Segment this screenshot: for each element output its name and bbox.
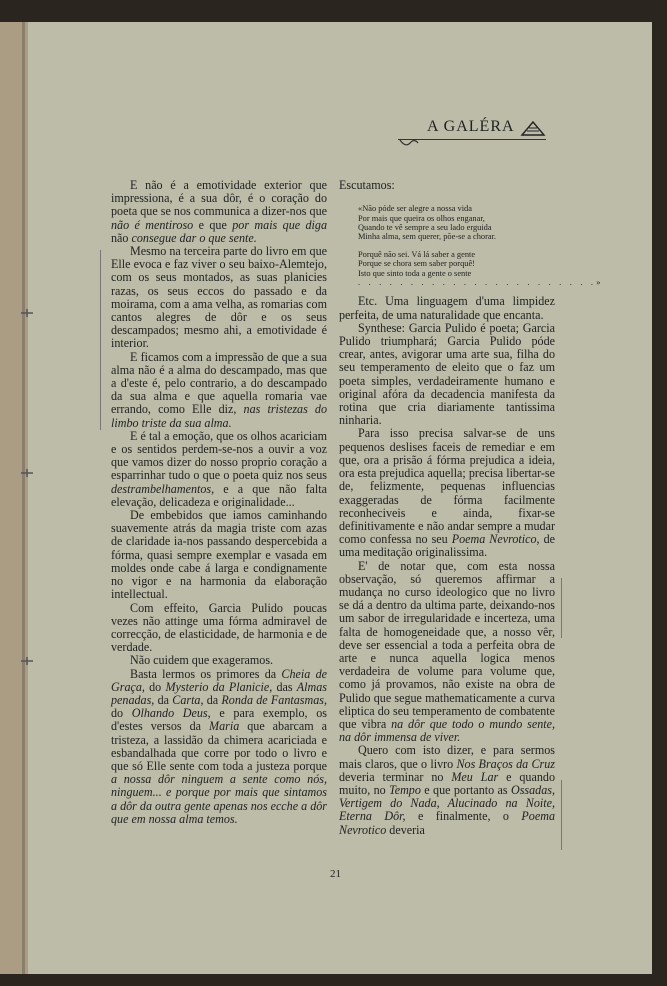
right-column <box>339 178 604 837</box>
text-run: Com effeito, Garcia Pulido poucas vezes não attinge uma fórma admiravel de correcção, de elasticidade, de harmonia e de verdade. <box>111 600 327 655</box>
text-run: do <box>111 706 132 721</box>
text-run: Mesmo na terceira parte do livro em que Elle evoca e faz viver o seu baixo-Alemtejo, com os seus montados, as suas planicies razas, os seus eccos do passado e da moirama, com a ama velha, as romarias com cantos alegres de dôr e os seus descampados; mesmo ahi, a emotividade é interior. <box>111 244 327 351</box>
pin-mark-icon <box>20 466 34 480</box>
paragraph <box>339 322 555 428</box>
text-run: E é tal a emoção, que os olhos acariciam e os sentidos perdem-se-nos a ouvir a voz que vamos dizer do nosso proprio coração a esparrinhar tudo o que o poeta quiz nos seus <box>111 428 327 483</box>
margin-pencil-bracket <box>547 578 562 638</box>
right-column-body <box>339 295 555 836</box>
italic-text: a nossa dôr ninguem a sente como nós, ninguem... e porque por mais que sintamos a dôr da outra gente apenas nos ecche a dôr que em nossa alma temos. <box>111 772 327 826</box>
italic-text: Olhando Deus, <box>131 706 211 721</box>
italic-text: não é mentiroso <box>111 217 194 232</box>
italic-text: nas tristezas do limbo triste da sua alma. <box>111 402 327 430</box>
italic-text: Tempo <box>389 782 421 797</box>
text-run: que abarcam a tristeza, a lassidão da chimera acariciada e esbandalhada que corre por todo o livro e que só Elle sente com toda a justeza porque <box>111 719 327 773</box>
paragraph <box>339 427 555 559</box>
paragraph <box>111 179 327 245</box>
text-run: não <box>111 230 132 245</box>
left-column <box>111 179 327 826</box>
paragraph <box>111 602 327 655</box>
text-run: Não cuidem que exageramos. <box>130 653 274 668</box>
text-run: e quando muito, no <box>339 769 555 797</box>
text-run: deveria terminar no <box>339 769 452 784</box>
triangle-boat-icon <box>520 119 546 137</box>
paragraph <box>111 245 327 351</box>
text-run: E' de notar que, com esta nossa observação, só queremos affirmar a mudança no curso ideologico que no livro se dá a dentro da ultima parte, deixando-nos um sabor de irregularidade e incerteza, uma falta de homogeneidade que, a nosso vêr, deve ser essencial a toda a perfeita obra de arte e nunca aquella logica menos verdadeira de volume para volume que, como já provamos, não existe na obra de Pulido que segue mathematicamente a curva eliptica do seu temperamento de combatente que vibra <box>339 558 555 731</box>
paragraph <box>111 509 327 601</box>
text-run: e que portanto as <box>420 782 511 797</box>
poem-ellipsis-line: . . . . . . . . . . . . . . . . . . . . . . .» <box>358 278 604 288</box>
text-run: e para exemplo, os d'estes versos da <box>111 706 327 734</box>
italic-text: destrambelhamentos, <box>111 481 215 496</box>
poem-stanza-2 <box>358 249 604 288</box>
poem-line: Por mais que queira os olhos enganar, <box>358 213 485 223</box>
text-run: Quero com isto dizer, e para sermos mais claros, que o livro <box>339 743 555 771</box>
text-run: De embebidos que iamos caminhando suavemente atrás da magia triste com azas de claridade ia-nos passando despercebida a fórma, quasi sempre exemplar e vasada em moldes onde cabe á larga e condignamente no vigor e na harmonia da elaboração intellectual. <box>111 508 327 602</box>
text-run: e finalmente, o <box>405 809 522 824</box>
text-run: Para isso precisa salvar-se de uns pequenos deslises faceis de remediar e em que, ora a prisão á fórma prejudica a ideia, ora esta prejudica aquella; precisa libertar-se de, felizmente, pequenas influencias exaggeradas de fórma facilmente reconheciveis e ainda, fixar-se definitivamente e não andar sempre a mudar como confessa no seu <box>339 426 555 547</box>
italic-text: Almas penadas, <box>111 679 328 707</box>
paragraph <box>111 668 327 826</box>
italic-text: Ossadas, Vertigem do Nada, Alucinado na Noite, Eterna Dôr, <box>339 782 556 824</box>
paragraph <box>339 744 555 836</box>
text-run: E ficamos com a impressão de que a sua alma não é a alma do descampado, mas que a d'este é, pelo contrario, a do descampado da sua alma e que aquella romaria vae errando, como Elle diz, <box>111 349 327 417</box>
paragraph <box>339 295 555 321</box>
text-run: da <box>203 692 222 707</box>
text-run: Synthese: Garcia Pulido é poeta; Garcia Pulido triumphará; Garcia Pulido póde crear, antes, avigorar uma arte sua, filha do seu temperamento de eleito que o faz um poeta simples, verdadeiramente humano e original afóra da decadencia manifesta da rotina que cria diariamente tantissima ninharia. <box>339 320 555 428</box>
pin-mark-icon <box>20 654 34 668</box>
text-run: de uma meditação originalissima. <box>339 532 555 560</box>
poem-line: Isto que sinto toda a gente o sente <box>358 268 472 278</box>
header-rule <box>398 139 546 140</box>
margin-pencil-bracket <box>547 780 562 850</box>
poem-line: Quando te vê sempre a seu lado erguida <box>358 223 492 233</box>
margin-pencil-bracket <box>100 250 115 430</box>
running-header-title: A GALÉRA <box>427 118 515 135</box>
text-run: do <box>144 679 166 694</box>
italic-text: na dôr que todo o mundo sente, na dôr immensa de viver. <box>339 716 555 745</box>
text-run: da <box>154 692 173 707</box>
italic-text: Mysterio da Planicie, <box>165 679 273 694</box>
poem-line: Porquê não sei. Vá lá saber a gente <box>358 249 476 259</box>
text-run: e a que não falta elevação, delicadeza e originalidade... <box>111 481 327 509</box>
poem-line: «Não póde ser alegre a nossa vida <box>358 204 472 214</box>
pin-mark-icon <box>20 306 34 320</box>
page-number: 21 <box>330 868 341 880</box>
paragraph <box>339 560 555 745</box>
italic-text: por mais que diga <box>232 217 327 232</box>
italic-text: Nos Braços da Cruz <box>456 756 555 771</box>
italic-text: Cheia de Graça, <box>111 666 328 694</box>
poem-stanza-1 <box>358 204 555 242</box>
italic-text: Meu Lar <box>451 769 499 784</box>
italic-text: Carta, <box>172 692 204 707</box>
text-run: Etc. Uma linguagem d'uma limpidez perfeita, de uma naturalidade que encanta. <box>339 294 555 322</box>
paragraph <box>111 351 327 430</box>
text-run: das <box>272 679 297 694</box>
poem-line: Porque se chora sem saber porquê! <box>358 259 475 269</box>
poem-line: Minha alma, sem querer, põe-se a chorar. <box>358 232 497 242</box>
italic-text: consegue dar o que sente. <box>131 230 257 245</box>
text-run: Basta lermos os primores da <box>130 666 282 681</box>
text-run: deveria <box>386 822 425 837</box>
paragraph <box>111 430 327 509</box>
flourish-ornament-icon <box>399 137 419 147</box>
italic-text: Poema Nevrotico, <box>451 532 540 547</box>
italic-text: Poema Nevrotico <box>339 809 556 837</box>
text-run: e que <box>193 217 233 232</box>
italic-text: Maria <box>209 719 240 734</box>
quote-intro: Escutamos: <box>339 178 395 192</box>
text-run: E não é a emotividade exterior que impressiona, é a sua dôr, é o coração do poeta que se nos communica a dizer-nos que <box>111 178 327 219</box>
book-spine-edge <box>0 22 30 974</box>
italic-text: Ronda de Fantasmas, <box>221 692 327 707</box>
